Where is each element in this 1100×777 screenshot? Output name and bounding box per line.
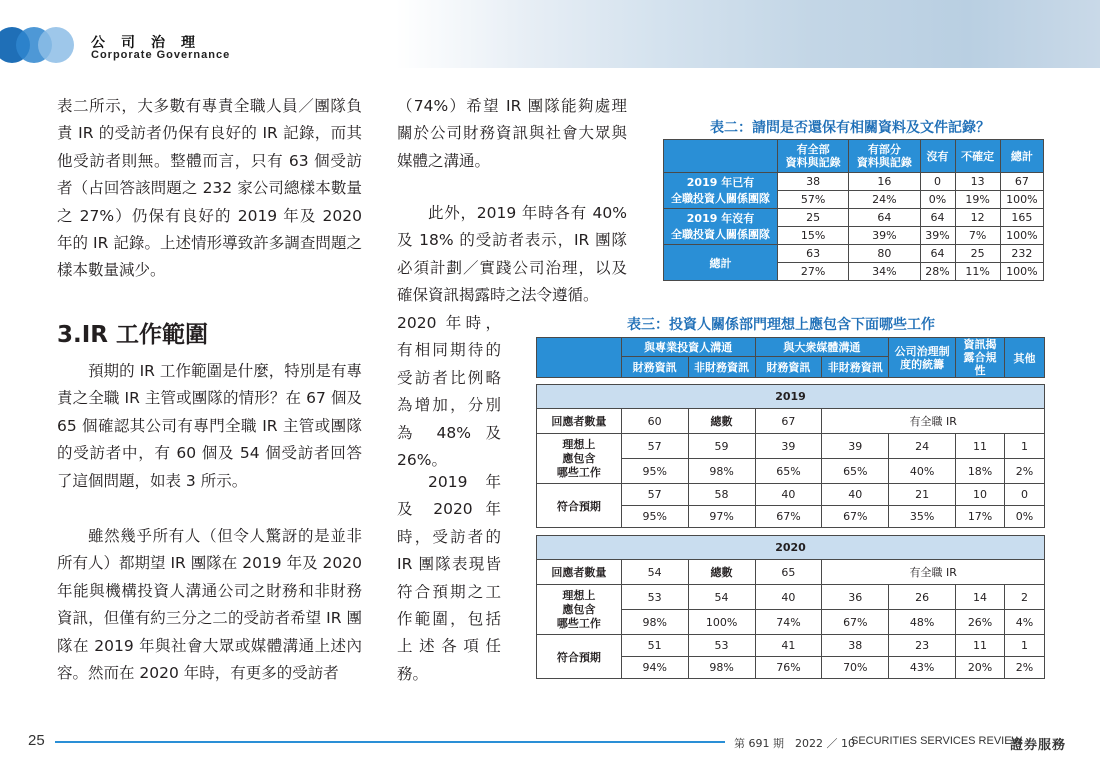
table3-fulltime-label: 有全職 IR: [822, 409, 1045, 434]
body-paragraph: 預期的 IR 工作範圍是什麼，特別是有專責之全職 IR 主管或團隊的情形？在 67 個及 65 個確認其公司有專門全職 IR 主管或團隊的受訪者中，有 60 個及 54 個受訪者回答了這個問題，如表 3 所示。: [57, 362, 362, 490]
page-number: 25: [28, 732, 45, 749]
table3-cell: 26%: [956, 610, 1005, 635]
table3-cell: 2: [1005, 585, 1045, 610]
table3-cell: 39: [822, 434, 889, 459]
table2-cell: 100%: [1000, 227, 1043, 245]
table3-cell: 26: [889, 585, 956, 610]
dot-icon: [38, 27, 74, 63]
table3-cell: 74%: [755, 610, 822, 635]
body-paragraph: 雖然幾乎所有人（但令人驚訝的是並非所有人）都期望 IR 團隊在 2019 年及 2020 年能與機構投資人溝通公司之財務和非財務資訊，但僅有約三分之二的受訪者希望 IR 團隊在 2019 年與社會大眾或媒體溝通上述內容。然而在 2020 年時，有更多的受訪者: [57, 527, 362, 683]
footer-publication-title: SECURITIES SERVICES REVIEW: [851, 735, 1022, 747]
table3-cell: 1: [1005, 635, 1045, 657]
table2-cell: 165: [1000, 209, 1043, 227]
table3-cell: 36: [822, 585, 889, 610]
table3-cell: 1: [1005, 434, 1045, 459]
table3-spacer: [537, 528, 1045, 536]
table3-cell: 94%: [621, 657, 688, 679]
table2-header: 沒有: [920, 140, 955, 173]
table3: [536, 337, 1045, 679]
table3-group-header: 與大衆媒體溝通: [755, 338, 889, 357]
table3-cell: 95%: [621, 506, 688, 528]
table2-cell: 39%: [849, 227, 920, 245]
table3-cell: 23: [889, 635, 956, 657]
section-heading: 3.IR 工作範圍: [57, 322, 209, 348]
table3-total-label: 總數: [688, 409, 755, 434]
header-logo-dots: [0, 27, 80, 67]
table3-cell: 18%: [956, 459, 1005, 484]
table3-cell: 10: [956, 484, 1005, 506]
table3-cell: 2%: [1005, 459, 1045, 484]
table3-cell: 48%: [889, 610, 956, 635]
table3-cell: 59: [688, 434, 755, 459]
table3-cell: 65%: [822, 459, 889, 484]
table3-cell: 40%: [889, 459, 956, 484]
table3-cell: 70%: [822, 657, 889, 679]
footer-brand: 證券服務: [1010, 738, 1067, 753]
table3-year-header: 2019: [537, 385, 1045, 409]
table3-cell: 11: [956, 635, 1005, 657]
table3-cell: 97%: [688, 506, 755, 528]
table3-cell: 51: [621, 635, 688, 657]
table2-cell: 0%: [920, 191, 955, 209]
table2-cell: 232: [1000, 245, 1043, 263]
table2-cell: 100%: [1000, 263, 1043, 281]
table3-cell: 0: [1005, 484, 1045, 506]
table3-row-label: 理想上 應包含 哪些工作: [537, 434, 622, 484]
table3-total-label: 總數: [688, 560, 755, 585]
table3-cell: 40: [755, 585, 822, 610]
table3-cell: 67%: [822, 506, 889, 528]
table3-cell: 2%: [1005, 657, 1045, 679]
table3-sub-header: 非財務資訊: [822, 357, 889, 378]
table3-sub-header: 財務資訊: [755, 357, 822, 378]
body-paragraph: 2019 年及 2020 年時，受訪者的 IR 團隊表現皆符合預期之工作範圍，包括上述各項任務。: [397, 473, 501, 683]
table2-row-label: 2019 年已有 全職投資人關係團隊: [664, 173, 778, 209]
table2-cell: 0: [920, 173, 955, 191]
table3-cell: 20%: [956, 657, 1005, 679]
table3-cell: 0%: [1005, 506, 1045, 528]
table3-cell: 98%: [688, 459, 755, 484]
table2-cell: 25: [778, 209, 849, 227]
section-title-en: Corporate Governance: [91, 49, 231, 61]
table3-sub-header: 非財務資訊: [688, 357, 755, 378]
table2-header: 有部分 資料與記錄: [849, 140, 920, 173]
table3-cell: 14: [956, 585, 1005, 610]
table3-row-label: 符合預期: [537, 484, 622, 528]
table3-respondents-label: 回應者數量: [537, 409, 622, 434]
table3-cell: 95%: [621, 459, 688, 484]
table2-cell: 57%: [778, 191, 849, 209]
table2-cell: 39%: [920, 227, 955, 245]
table3-cell: 58: [688, 484, 755, 506]
footer-issue: 第 691 期 2022 ／ 10: [734, 737, 855, 750]
table3-cell: 67%: [755, 506, 822, 528]
table2-row-label: 總計: [664, 245, 778, 281]
table3-year-header: 2020: [537, 536, 1045, 560]
table3-group-header: 資訊揭露合規性: [956, 338, 1005, 378]
table3-group-header: 其他: [1005, 338, 1045, 378]
table3-cell: 100%: [688, 610, 755, 635]
footer-rule: [55, 741, 725, 743]
body-paragraph: 表二所示，大多數有專責全職人員／團隊負責 IR 的受訪者仍保有良好的 IR 記錄，而其他受訪者則無。整體而言，只有 63 個受訪者（占回答該問題之 232 家公司總樣本數量之 27%）仍保有良好的 2019 年及 2020 年的 IR 記錄。上述情形導致許多調查問題之樣本數量減少。: [57, 97, 362, 280]
table3-cell: 38: [822, 635, 889, 657]
table2-cell: 80: [849, 245, 920, 263]
table2-cell: 64: [920, 245, 955, 263]
table3-cell: 40: [822, 484, 889, 506]
page-header: [0, 0, 1100, 68]
table2: [663, 139, 1044, 281]
table3-cell: 21: [889, 484, 956, 506]
table3-fulltime-label: 有全職 IR: [822, 560, 1045, 585]
table3-cell: 76%: [755, 657, 822, 679]
table3-cell: 53: [621, 585, 688, 610]
table3-cell: 35%: [889, 506, 956, 528]
table2-cell: 27%: [778, 263, 849, 281]
table3-cell: 40: [755, 484, 822, 506]
table3-cell: 24: [889, 434, 956, 459]
body-paragraph: 此外，2019 年時各有 40% 及 18% 的受訪者表示，IR 團隊必須計劃／實踐公司治理，以及確保資訊揭露時之法令遵循。: [397, 204, 627, 305]
table3-cell: 60: [621, 409, 688, 434]
table3-cell: 43%: [889, 657, 956, 679]
table2-header: 有全部 資料與記錄: [778, 140, 849, 173]
table3-cell: 54: [688, 585, 755, 610]
table3-cell: 57: [621, 484, 688, 506]
table2-cell: 25: [955, 245, 1000, 263]
table2-header: 不確定: [955, 140, 1000, 173]
table3-cell: 67%: [822, 610, 889, 635]
table3-cell: 67: [755, 409, 822, 434]
table2-cell: 12: [955, 209, 1000, 227]
table2-cell: 63: [778, 245, 849, 263]
table3-corner: [537, 338, 622, 378]
table2-cell: 64: [849, 209, 920, 227]
table3-row-label: 理想上 應包含 哪些工作: [537, 585, 622, 635]
table3-cell: 11: [956, 434, 1005, 459]
table3-spacer: [537, 378, 1045, 385]
table3-group-header: 與專業投資人溝通: [621, 338, 755, 357]
table3-respondents-label: 回應者數量: [537, 560, 622, 585]
body-paragraph: 2020 年時，有相同期待的受訪者比例略為增加，分別為 48% 及 26%。: [397, 314, 501, 470]
table2-cell: 100%: [1000, 191, 1043, 209]
table2-row-label: 2019 年沒有 全職投資人關係團隊: [664, 209, 778, 245]
table3-row-label: 符合預期: [537, 635, 622, 679]
table3-sub-header: 財務資訊: [621, 357, 688, 378]
table3-cell: 4%: [1005, 610, 1045, 635]
table2-header: 總計: [1000, 140, 1043, 173]
table3-cell: 54: [621, 560, 688, 585]
table2-cell: 38: [778, 173, 849, 191]
table2-cell: 28%: [920, 263, 955, 281]
table2-cell: 19%: [955, 191, 1000, 209]
table3-cell: 98%: [621, 610, 688, 635]
table2-cell: 34%: [849, 263, 920, 281]
table2-corner: [664, 140, 778, 173]
table2-cell: 13: [955, 173, 1000, 191]
table3-cell: 41: [755, 635, 822, 657]
table2-cell: 15%: [778, 227, 849, 245]
table2-cell: 64: [920, 209, 955, 227]
table3-group-header: 公司治理制度的統籌: [889, 338, 956, 378]
table2-cell: 67: [1000, 173, 1043, 191]
table3-cell: 65%: [755, 459, 822, 484]
table2-cell: 11%: [955, 263, 1000, 281]
table3-cell: 17%: [956, 506, 1005, 528]
table3-cell: 57: [621, 434, 688, 459]
table3-caption: 表三：投資人關係部門理想上應包含下面哪些工作: [627, 317, 935, 333]
table3-cell: 39: [755, 434, 822, 459]
section-title-zh: 公司治理: [91, 35, 211, 51]
table3-cell: 53: [688, 635, 755, 657]
table2-cell: 7%: [955, 227, 1000, 245]
table3-cell: 98%: [688, 657, 755, 679]
body-paragraph: （74%）希望 IR 團隊能夠處理關於公司財務資訊與社會大眾與媒體之溝通。: [397, 97, 627, 170]
table3-cell: 65: [755, 560, 822, 585]
table2-cell: 16: [849, 173, 920, 191]
table2-caption: 表二：請問是否還保有相關資料及文件記錄？: [710, 120, 990, 136]
table2-cell: 24%: [849, 191, 920, 209]
